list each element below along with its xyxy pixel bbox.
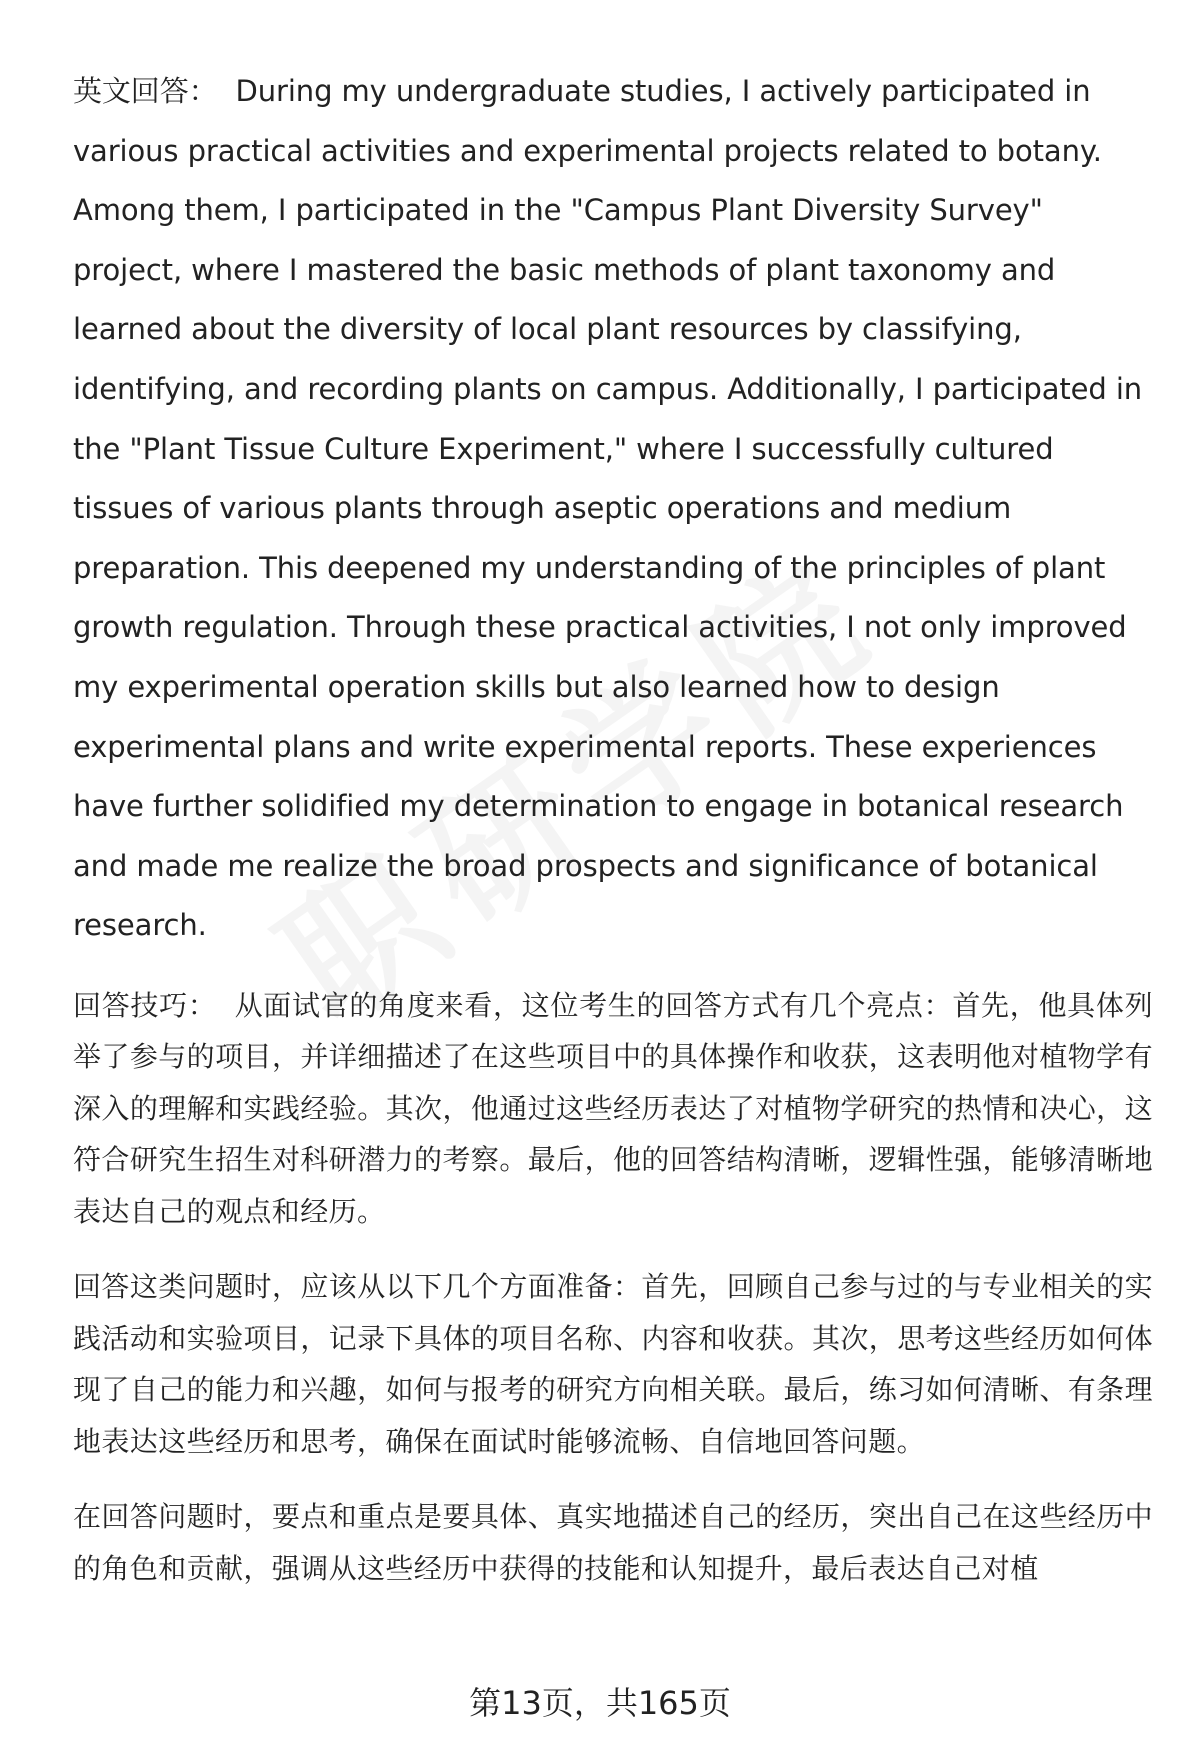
page-number-footer: 第13页，共165页 xyxy=(469,1684,731,1722)
answer-tips-label: 回答技巧： xyxy=(73,988,217,1022)
english-answer-paragraph xyxy=(73,62,1153,956)
preparation-paragraph: 回答这类问题时，应该从以下几个方面准备：首先，回顾自己参与过的与专业相关的实践活动和实验项目，记录下具体的项目名称、内容和收获。其次，思考这些经历如何体现了自己的能力和兴趣，如何与报考的研究方向相关联。最后，练习如何清晰、有条理地表达这些经历和思考，确保在面试时能够流畅、自信地回答问题。 xyxy=(73,1270,1153,1458)
answer-tips-text: 从面试官的角度来看，这位考生的回答方式有几个亮点：首先，他具体列举了参与的项目，并详细描述了在这些项目中的具体操作和收获，这表明他对植物学有深入的理解和实践经验。其次，他通过这些经历表达了对植物学研究的热情和决心，这符合研究生招生对科研潜力的考察。最后，他的回答结构清晰，逻辑性强，能够清晰地表达自己的观点和经历。 xyxy=(73,988,1153,1228)
answer-tips-paragraph xyxy=(73,980,1153,1238)
page-content xyxy=(73,62,1153,1594)
english-answer-label: 英文回答： xyxy=(73,74,218,108)
key-points-paragraph: 在回答问题时，要点和重点是要具体、真实地描述自己的经历，突出自己在这些经历中的角色和贡献，强调从这些经历中获得的技能和认知提升，最后表达自己对植 xyxy=(73,1500,1153,1585)
english-answer-text: During my undergraduate studies, I actively participated in various practical activities and experimental projects related to botany. Among them, I participated in the "Campus Plant Diversity Survey" project, where I mastered the basic methods of plant taxonomy and learned about the diversity of local plant resources by classifying, identifying, and recording plants on campus. Additionally, I participated in the "Plant Tissue Culture Experiment," where I successfully cultured tissues of various plants through aseptic operations and medium preparation. This deepened my understanding of the principles of plant growth regulation. Through these practical activities, I not only improved my experimental operation skills but also learned how to design experimental plans and write experimental reports. These experiences have further solidified my determination to engage in botanical research and made me realize the broad prospects and significance of botanical research. xyxy=(73,74,1143,943)
